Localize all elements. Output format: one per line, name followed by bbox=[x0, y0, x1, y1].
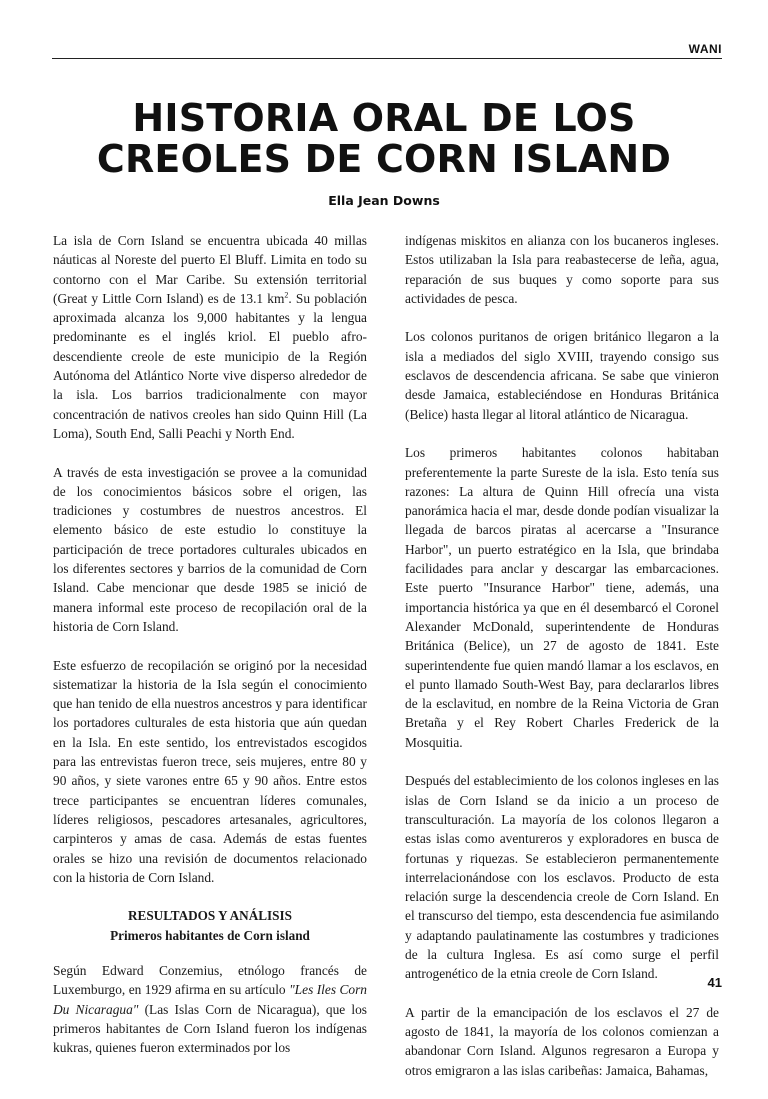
left-column bbox=[53, 231, 367, 1077]
paragraph: Este esfuerzo de recopilación se originó por la necesidad sistematizar la historia de la Isla según el conocimiento que han tenido de ella nuestros ancestros y para identificar los portadores culturales de esta historia que aún quedan en la Isla. En este sentido, los entrevistados escogidos para las entrevistas fueron trece, seis mujeres, entre 80 y 90 años, y siete varones entre 65 y 90 años. Entre estos trece participantes se encuentran líderes comunales, líderes religiosos, pescadores artesanales, agricultores, carpinteros y amas de casa. Además de estas fuentes orales se hizo una revisión de documentos relacionado con la historia de Corn Island. bbox=[53, 657, 367, 885]
superscript: 2 bbox=[284, 290, 289, 300]
paragraph: Los colonos puritanos de origen británico llegaron a la isla a mediados del siglo XVIII, trayendo consigo sus esclavos de descendencia africana. Se sabe que vinieron desde Jamaica, estableciéndose en Honduras Británica (Belice) hasta llegar al litoral atlántico de Nicaragua. bbox=[405, 329, 719, 422]
right-column bbox=[405, 231, 719, 1099]
paragraph: A través de esta investigación se provee a la comunidad de los conocimientos básicos sobre el origen, las tradiciones y costumbres de nuestros ancestros. El elemento básico de este estudio lo constituye la participación de trece portadores culturales ubicados en los diferentes sectores y barrios de la comunidad de Corn Island. Cabe mencionar que desde 1985 se inició de manera informal este proceso de recopilación oral de la historia de Corn Island. bbox=[53, 464, 367, 634]
section-heading: RESULTADOS Y ANÁLISIS bbox=[128, 908, 292, 924]
header-rule bbox=[52, 58, 722, 59]
paragraph: Los primeros habitantes colonos habitaban preferentemente la parte Sureste de la isla. Esto tenía sus razones: La altura de Quinn Hill ofrecía una vista panorámica hacia el mar, desde donde podían visualizar la llegada de barcos piratas al acercarse a "Insurance Harbor", un puerto estratégico en la Isla, que brindaba facilidades para anclar y descargar las embarcaciones. Este puerto "Insurance Harbor" tiene, además, una importancia histórica ya que en él desembarcó el Coronel Alexander McDonald, superintendente de Honduras Británica (Belice), un 27 de agosto de 1841. Este superintendente fue quien mandó llamar a los esclavos, en el punto llamado South-West Bay, para declararlos libres de la esclavitud, en nombre de la Reina Victoria de Gran Bretaña y el Rey Robert Charles Frederick de la Mosquitia. bbox=[405, 445, 719, 750]
article-title bbox=[40, 98, 728, 180]
paragraph bbox=[53, 961, 367, 1057]
paragraph bbox=[53, 231, 367, 443]
article-title-line-2: CREOLES DE CORN ISLAND bbox=[96, 137, 672, 181]
paragraph-text: . Su población aproximada alcanza los 9,000 habitantes y la lengua predominante es el inglés kriol. El pueblo afro-descendiente creole de este municipio de la Región Autónoma del Atlántico Norte vive disperso alrededor de la isla. Los barrios tradicionalmente con mayor concentración de nativos creoles han sido Quinn Hill (La Loma), South End, Salli Peachi y North End. bbox=[53, 290, 367, 441]
running-head: WANI bbox=[688, 42, 722, 56]
paragraph: A partir de la emancipación de los esclavos el 27 de agosto de 1841, la mayoría de los colonos comienzan a abandonar Corn Island. Algunos regresaron a Europa y otros emigraron a las islas caribeñas: Jamaica, Bahamas, bbox=[405, 1004, 719, 1078]
paragraph-text: Según Edward Conzemius, etnólogo francés de Luxemburgo, en 1929 afirma en su artículo bbox=[53, 962, 367, 998]
section-subheading: Primeros habitantes de Corn island bbox=[110, 927, 310, 943]
page-number: 41 bbox=[707, 975, 722, 990]
article-title-line-1: HISTORIA ORAL DE LOS bbox=[132, 96, 636, 140]
paragraph: Después del establecimiento de los colonos ingleses en las islas de Corn Island se da inicio a un proceso de transculturación. La mayoría de los colonos llegaron a estas islas como aventureros y exploradores en busca de fortunas y riquezas. Se establecieron permanentemente interrelacionándose con los esclavos. Producto de esta relación surge la descendencia creole de Corn Island. En el transcurso del tiempo, esta descendencia fue asimilando y adaptando paulatinamente las costumbres y tradiciones de la cultura Inglesa. Es así como surge el perfil antrogenético de la etnia creole de Corn Island. bbox=[405, 773, 719, 982]
paragraph-text: (Las Islas Corn de Nicaragua), que los primeros habitantes de Corn Island fueron los indígenas kukras, quienes fueron exterminados por los bbox=[53, 1001, 367, 1056]
paragraph: indígenas miskitos en alianza con los bucaneros ingleses. Estos utilizaban la Isla para reabastecerse de leña, agua, reparación de sus buques y como soporte para sus actividades de pesca. bbox=[405, 233, 719, 306]
article-author: Ella Jean Downs bbox=[328, 193, 440, 208]
article-citation: "Les Iles Corn Du Nicaragua" bbox=[53, 982, 368, 1017]
paragraph-text: La isla de Corn Island se encuentra ubicada 40 millas náuticas al Noreste del puerto El Bluff. Limita en todo su contorno con el Mar Caribe. Su extensión territorial (Great y Little Corn Island) es de 13.1 km bbox=[53, 233, 367, 306]
